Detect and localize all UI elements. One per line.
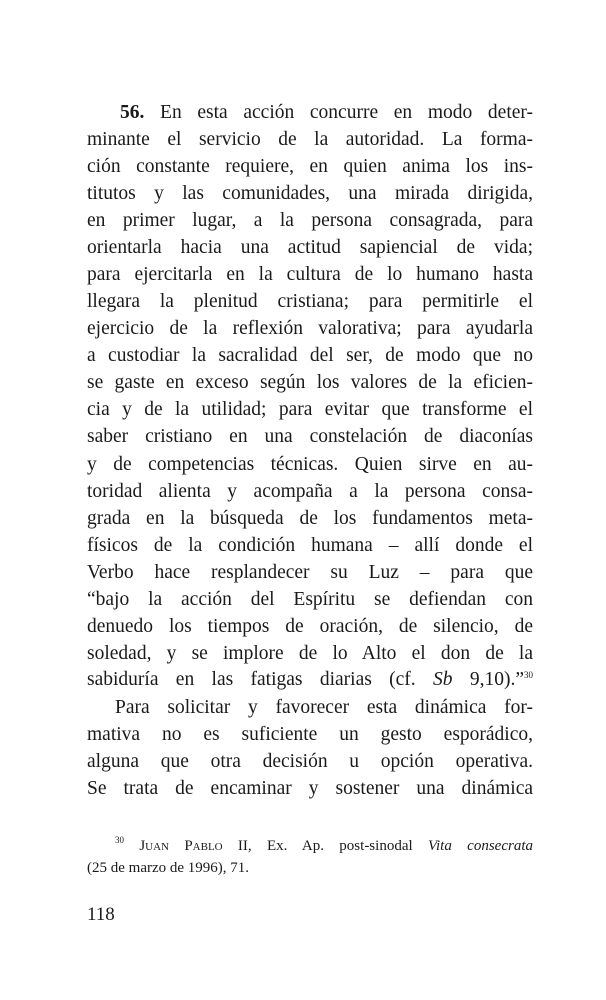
- text-line: para ejercitarla en la cultura de lo humano hasta: [87, 264, 533, 286]
- footnote-title: Vita consecrata: [427, 838, 533, 854]
- text-line: denuedo los tiempos de oración, de silencio, de: [87, 615, 533, 637]
- text-line: toridad alienta y acompaña a la persona consa-: [87, 480, 533, 502]
- text-line: en primer lugar, a la persona consagrada, para: [87, 210, 533, 232]
- text: 9,10).”: [452, 669, 524, 690]
- text-line: Verbo hace resplandecer su Luz – para que: [87, 561, 533, 583]
- footnote-author: Juan Pablo II: [139, 838, 248, 854]
- paragraph-number: 56.: [120, 102, 145, 123]
- footnote-number: 30: [115, 835, 124, 845]
- text-line: cia y de la utilidad; para evitar que transforme el: [87, 399, 533, 421]
- text-line: a custodiar la sacralidad del ser, de modo que no: [87, 345, 533, 367]
- text-line: [87, 666, 533, 693]
- text-line: soledad, y se implore de lo Alto el don de la: [87, 642, 533, 664]
- text-line: mativa no es suficiente un gesto esporádico,: [87, 723, 533, 745]
- text: sabiduría en las fatigas diarias (cf.: [87, 669, 433, 690]
- text-line: llegara la plenitud cristiana; para permitirle el: [87, 291, 533, 313]
- footnote-ref: 30: [523, 670, 533, 680]
- text-line: “bajo la acción del Espíritu se defiendan con: [87, 588, 533, 610]
- text-line: titutos y las comunidades, una mirada dirigida,: [87, 183, 533, 205]
- text-line: grada en la búsqueda de los fundamentos meta-: [87, 507, 533, 529]
- text-line: ejercicio de la reflexión valorativa; para ayudarla: [87, 318, 533, 340]
- footnote-text: , Ex. Ap. post-sinodal: [247, 838, 428, 854]
- page-number: 118: [87, 904, 115, 925]
- book-abbrev: Sb: [433, 669, 453, 690]
- footnote-line: [115, 835, 533, 857]
- text-line: alguna que otra decisión u opción operativa.: [87, 750, 533, 772]
- text-line: Para solicitar y favorecer esta dinámica for-: [115, 696, 533, 718]
- text-line: orientarla hacia una actitud sapiencial de vida;: [87, 237, 533, 259]
- text-line: minante el servicio de la autoridad. La forma-: [87, 129, 533, 151]
- text-line: saber cristiano en una constelación de diaconías: [87, 426, 533, 448]
- text-line: [120, 99, 533, 126]
- text-line: ción constante requiere, en quien anima los ins-: [87, 156, 533, 178]
- text-line: físicos de la condición humana – allí donde el: [87, 534, 533, 556]
- text-line: Se trata de encaminar y sostener una dinámica: [87, 778, 533, 799]
- text-line: se gaste en exceso según los valores de la eficien-: [87, 372, 533, 394]
- footnote-line: (25 de marzo de 1996), 71.: [87, 860, 250, 876]
- text-line: y de competencias técnicas. Quien sirve en au-: [87, 453, 533, 475]
- text: En esta acción concurre en modo deter-: [160, 102, 533, 123]
